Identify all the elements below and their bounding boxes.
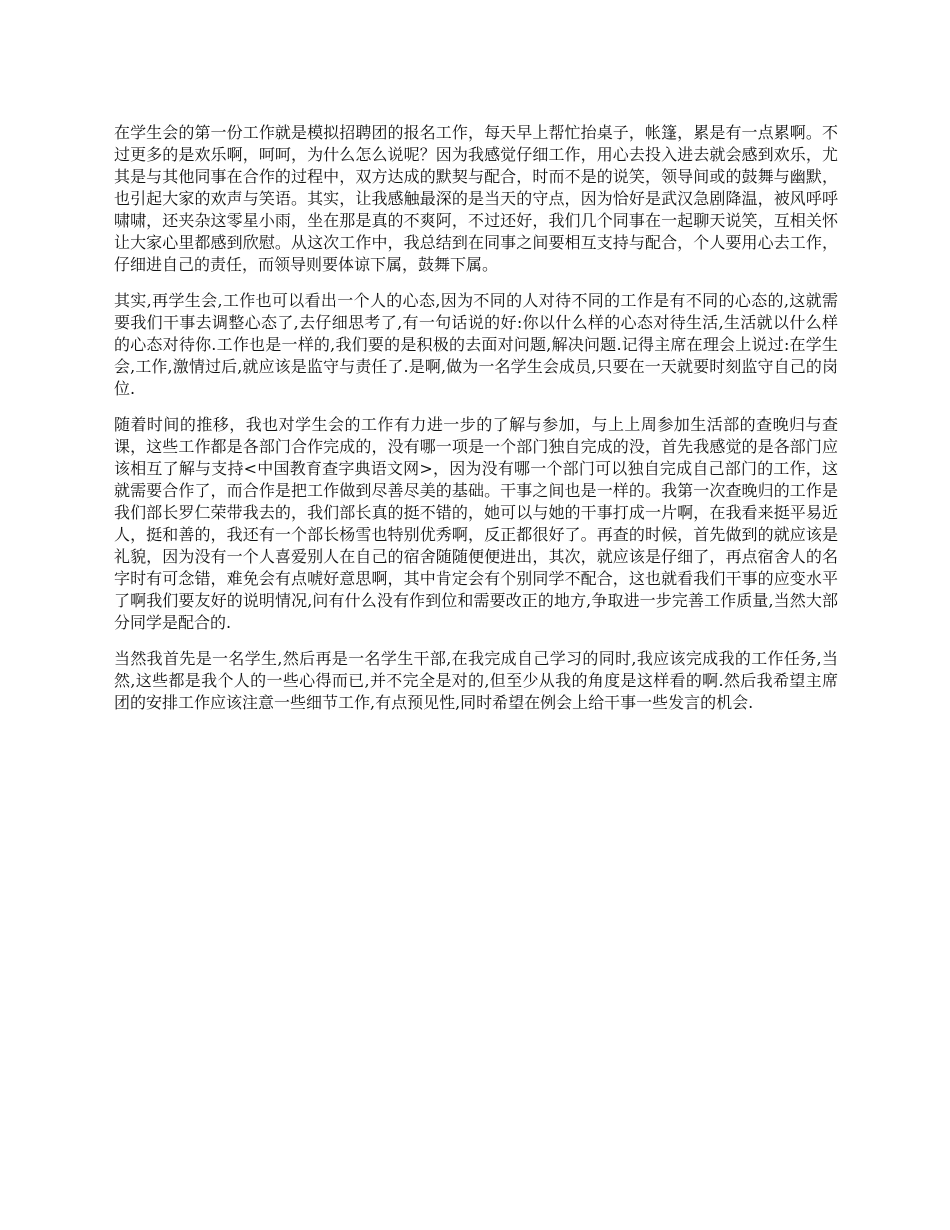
paragraph-3: 随着时间的推移，我也对学生会的工作有力进一步的了解与参加，与上上周参加生活部的查晚归与查课，这些工作都是各部门合作完成的，没有哪一项是一个部门独自完成的没，首先我感觉的是各部门应该相互了解与支持<中国教育查字典语文网>，因为没有哪一个部门可以独自完成自己部门的工作，这就需要合作了，而合作是把工作做到尽善尽美的基础。干事之间也是一样的。我第一次查晚归的工作是我们部长罗仁荣带我去的，我们部长真的挺不错的，她可以与她的干事打成一片啊，在我看来挺平易近人，挺和善的，我还有一个部长杨雪也特别优秀啊，反正都很好了。再查的时候，首先做到的就应该是礼貌，因为没有一个人喜爱别人在自己的宿舍随随便便进出，其次，就应该是仔细了，再点宿舍人的名字时有可念错，难免会有点唬好意思啊，其中肯定会有个别同学不配合，这也就看我们干事的应变水平了啊我们要友好的说明情况,问有什么没有作到位和需要改正的地方,争取进一步完善工作质量,当然大部分同学是配合的. xyxy=(114,415,838,632)
paragraph-4: 当然我首先是一名学生,然后再是一名学生干部,在我完成自己学习的同时,我应该完成我的工作任务,当然,这些都是我个人的一些心得而已,并不完全是对的,但至少从我的角度是这样看的啊.然后我希望主席团的安排工作应该注意一些细节工作,有点预见性,同时希望在例会上给干事一些发言的机会. xyxy=(114,649,838,712)
paragraph-2: 其实,再学生会,工作也可以看出一个人的心态,因为不同的人对待不同的工作是有不同的心态的,这就需要我们干事去调整心态了,去仔细思考了,有一句话说的好:你以什么样的心态对待生活,生活就以什么样的心态对待你.工作也是一样的,我们要的是积极的去面对问题,解决问题.记得主席在理会上说过:在学生会,工作,激情过后,就应该是监守与责任了.是啊,做为一名学生会成员,只要在一天就要时刻监守自己的岗位. xyxy=(114,291,838,398)
document-body xyxy=(114,122,838,728)
paragraph-1: 在学生会的第一份工作就是模拟招聘团的报名工作，每天早上帮忙抬桌子，帐篷，累是有一点累啊。不过更多的是欢乐啊，呵呵，为什么怎么说呢？因为我感觉仔细工作，用心去投入进去就会感到欢乐，尤其是与其他同事在合作的过程中，双方达成的默契与配合，时而不是的说笑，领导间或的鼓舞与幽默，也引起大家的欢声与笑语。其实，让我感触最深的是当天的守点，因为恰好是武汉急剧降温，被风呼呼啸啸，还夹杂这零星小雨，坐在那是真的不爽阿，不过还好，我们几个同事在一起聊天说笑，互相关怀让大家心里都感到欣慰。从这次工作中，我总结到在同事之间要相互支持与配合，个人要用心去工作，仔细进自己的责任，而领导则要体谅下属，鼓舞下属。 xyxy=(114,123,838,274)
